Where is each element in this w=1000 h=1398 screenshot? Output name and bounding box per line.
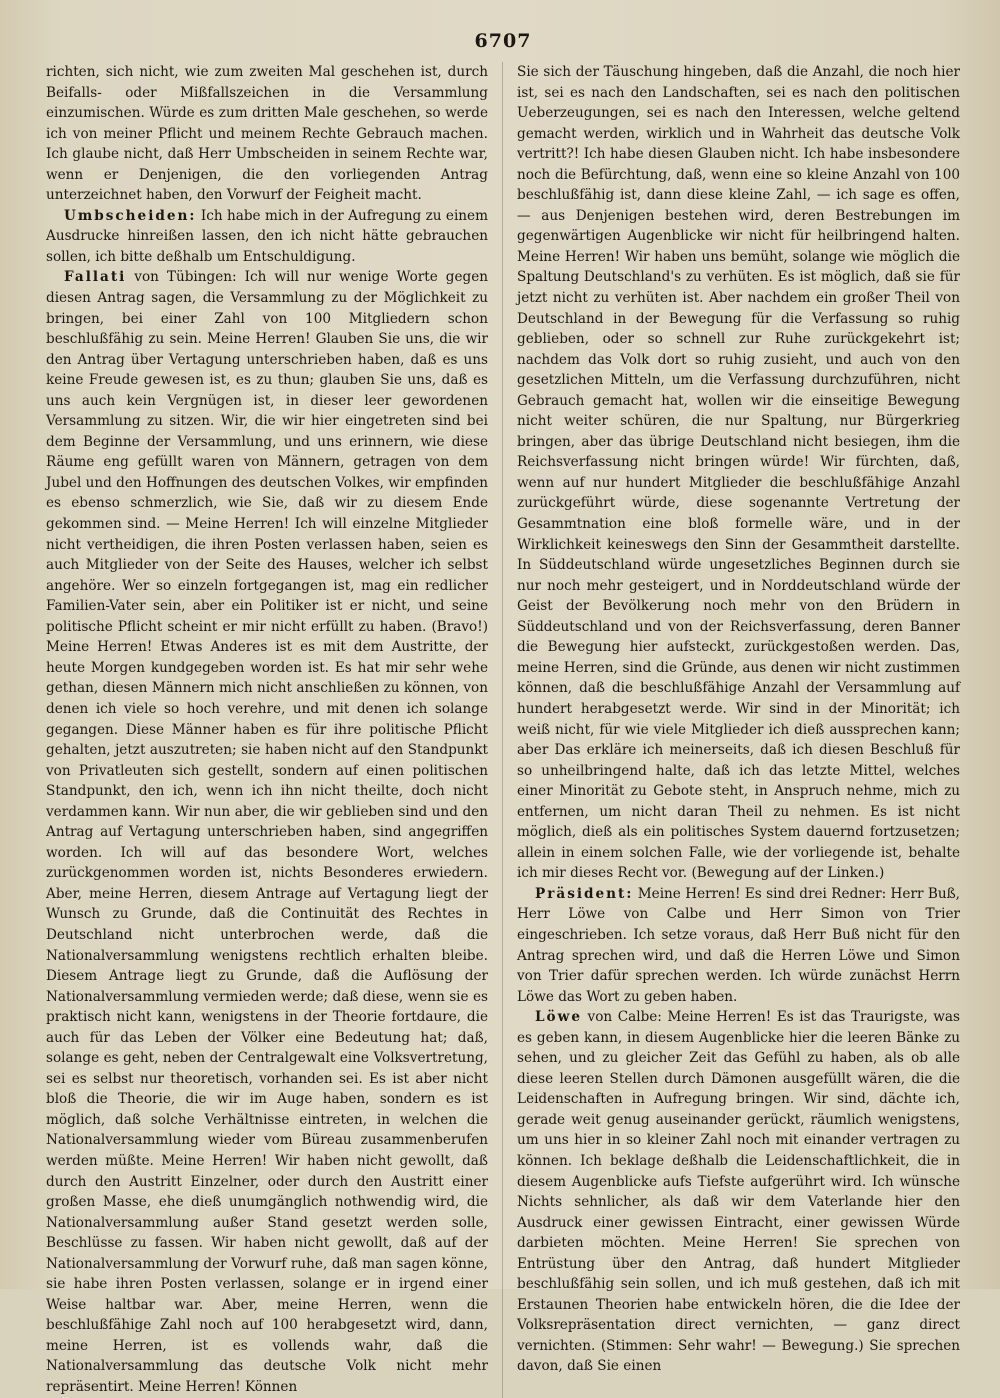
speaker-name: Umbscheiden:: [64, 207, 197, 224]
paragraph-umbscheiden: [46, 206, 488, 268]
speaker-name: Präsident:: [535, 885, 634, 902]
left-column: [46, 62, 503, 1398]
paragraph-text: Sie sich der Täuschung hingeben, daß die Anzahl, die noch hier ist, sei es nach den Landschaften, sei es nach den politischen Ueberzeugungen, sei es nach den Interessen, welche geltend gemacht werden, wirklich und in Wahrheit das deutsche Volk vertritt?! Ich habe diesen Glauben nicht. Ich habe insbesondere noch die Befürchtung, daß, wenn eine so kleine Anzahl von 100 beschlußfähig ist, dann diese kleine Zahl, — ich sage es offen, — aus Denjenigen bestehen wird, deren Bestrebungen im gegenwärtigen Augenblicke wir nicht für heilbringend halten. Meine Herren! Wir haben uns bemüht, solange wie möglich die Spaltung Deutschland's zu verhüten. Es ist möglich, daß sie für jetzt nicht zu verhüten ist. Aber nachdem ein großer Theil von Deutschland in der Bewegung für die Verfassung so ruhig geblieben, oder so schnell zur Ruhe zurückgekehrt ist; nachdem das Volk dort so ruhig zusieht, und auch von den gesetzlichen Mitteln, um die Verfassung durchzuführen, nicht Gebrauch gemacht hat, wollen wir die einseitige Bewegung nicht weiter schüren, die nur Spaltung, nur Bürgerkrieg bringen, aber das übrige Deutschland nicht besiegen, ihm die Reichsverfassung nicht bringen würde! Wir fürchten, daß, wenn auf nur hundert Mitglieder die beschlußfähige Anzahl zurückgeführt würde, diese sogenannte Vertretung der Gesammtnation eine bloß formelle wäre, und in der Wirklichkeit keineswegs den Sinn der Gesammtheit darstellte. In Süddeutschland würde ungesetzliches Beginnen durch sie nur noch mehr gesteigert, und in Norddeutschland würde der Geist der Bevölkerung noch mehr von den Brüdern in Süddeutschland und von der Reichsverfassung, deren Banner die Bewegung hier aufsteckt, zurückgestoßen werden. Das, meine Herren, sind die Gründe, aus denen wir nicht zustimmen können, daß die beschlußfähige Anzahl der Versammlung auf hundert herabgesetzt werde. Wir sind in der Minorität; ich weiß nicht, für wie viele Mitglieder ich dieß aussprechen kann; aber Das erkläre ich meinerseits, daß ich diesen Beschluß für so unheilbringend halte, daß ich das letzte Mittel, welches einer Minorität zu Gebote steht, in Anspruch nehme, mich zu entfernen, um nicht daran Theil zu nehmen. Es ist nicht möglich, dieß als ein politisches System dauernd fortzusetzen; allein in einem solchen Falle, wie der vorliegende ist, behalte ich mir dieses Recht vor. (Bewegung auf der Linken.): [517, 64, 960, 882]
page-number: 6707: [474, 30, 532, 52]
paragraph-praesident: [517, 884, 960, 1007]
paragraph-text: Meine Herren! Es sind drei Redner: Herr Buß, Herr Löwe von Calbe und Herr Simon von Trier eingeschrieben. Ich setze voraus, daß Herr Buß nicht für den Antrag sprechen wird, und daß die Herren Löwe und Simon von Trier dafür sprechen werden. Ich würde zunächst Herrn Löwe das Wort zu geben haben.: [517, 885, 960, 1005]
paragraph-text: richten, sich nicht, wie zum zweiten Mal geschehen ist, durch Beifalls- oder Mißfallszeichen in die Versammlung einzumischen. Würde es zum dritten Male geschehen, so werde ich von meiner Pflicht und meinem Rechte Gebrauch machen. Ich glaube nicht, daß Herr Umbscheiden in seinem Rechte war, wenn er Denjenigen, die den vorliegenden Antrag unterzeichnet haben, den Vorwurf der Feigheit macht.: [46, 64, 488, 204]
text-columns: [46, 62, 960, 1398]
paragraph-loewe: [517, 1007, 960, 1377]
paragraph-fallati: [46, 267, 488, 1397]
paragraph-text: von Calbe: Meine Herren! Es ist das Traurigste, was es geben kann, in diesem Augenblicke hier die leeren Bänke zu sehen, und zu gleicher Zeit das Gefühl zu haben, als ob alle diese leeren Stellen durch Dämonen ausgefüllt wären, die die Leidenschaften in Aufregung bringen. Wir sind, dächte ich, gerade weit genug auseinander gerückt, räumlich wenigstens, um uns hier in so kleiner Zahl noch mit einander vertragen zu können. Ich beklage deßhalb die Leidenschaftlichkeit, die in diesem Augenblicke aufs Tiefste aufgerührt wird. Ich wünsche Nichts sehnlicher, als daß wir dem Vaterlande hier den Ausdruck einer gewissen Eintracht, einer gewissen Würde darbieten möchten. Meine Herren! Sie sprechen von Entrüstung über den Antrag, daß hundert Mitglieder beschlußfähig sein sollen, und ich muß gestehen, daß ich mit Erstaunen Theorien habe entwickeln hören, die die Idee der Volksrepräsentation direct vernichten, — ganz direct vernichten. (Stimmen: Sehr wahr! — Bewegung.) Sie sprechen davon, daß Sie einen: [517, 1009, 960, 1375]
speaker-name: Löwe: [535, 1009, 582, 1026]
paragraph-text: von Tübingen: Ich will nur wenige Worte gegen diesen Antrag sagen, die Versammlung zu der Möglichkeit zu bringen, bei einer Zahl von 100 Mitgliedern schon beschlußfähig zu sein. Meine Herren! Glauben Sie uns, die wir den Antrag über Vertagung unterschrieben haben, daß es uns keine Freude gewesen ist, es zu thun; glauben Sie uns, daß es uns auch kein Vergnügen ist, in dieser leer gewordenen Versammlung zu sitzen. Wir, die wir hier eingetreten sind bei dem Beginne der Versammlung, und uns erinnern, wie diese Räume eng gefüllt waren von Männern, getragen von dem Jubel und den Hoffnungen des deutschen Volkes, wir empfinden es ebenso schmerzlich, wie Sie, daß wir zu diesem Ende gekommen sind. — Meine Herren! Ich will einzelne Mitglieder nicht vertheidigen, die ihren Posten verlassen haben, seien es auch Mitglieder von der Seite des Hauses, welcher ich selbst angehöre. Wer so einzeln fortgegangen ist, mag ein redlicher Familien-Vater sein, aber ein Politiker ist er nicht, und seine politische Pflicht scheint er mir nicht erfüllt zu haben. (Bravo!) Meine Herren! Etwas Anderes ist es mit dem Austritte, der heute Morgen kundgegeben worden ist. Es hat mir sehr wehe gethan, diesen Männern mich nicht anschließen zu können, von denen ich viele so hoch verehre, und mit denen ich solange gegangen. Diese Männer haben es für ihre politische Pflicht gehalten, jetzt auszutreten; sie haben nicht auf den Standpunkt von Privatleuten sich gestellt, sondern auf einen politischen Standpunkt, den ich, wenn ich ihn nicht theilte, doch nicht verdammen kann. Wir nun aber, die wir geblieben sind und den Antrag auf Vertagung unterschrieben haben, sind angegriffen worden. Ich will auf das besondere Wort, welches zurückgenommen worden ist, nichts Besonderes erwiedern. Aber, meine Herren, diesem Antrage auf Vertagung liegt der Wunsch zu Grunde, daß die Continuität des Rechtes in Deutschland nicht unterbrochen werde, daß die Nationalversammlung wenigstens rechtlich erhalten bleibe. Diesem Antrage liegt zu Grunde, daß die Auflösung der Nationalversammlung vermieden werde; daß diese, wenn sie es praktisch nicht kann, wenigstens in der Theorie fortdaure, die auch für das Leben der Völker eine Bedeutung hat; daß, solange es geht, neben der Centralgewalt eine Volksvertretung, sei es selbst nur theoretisch, vorhanden sei. Es ist aber nicht bloß die Theorie, die wir im Auge haben, sondern es ist möglich, daß solche Verhältnisse eintreten, in welchen die Nationalversammlung wieder vom Büreau zusammenberufen werden müßte. Meine Herren! Wir haben nicht gewollt, daß durch den Austritt Einzelner, oder durch den Austritt einer großen Masse, ehe dieß unumgänglich nothwendig wird, die Nationalversammlung außer Stand gesetzt werden solle, Beschlüsse zu fassen. Wir haben nicht gewollt, daß auf der Nationalversammlung der Vorwurf ruhe, daß man sagen könne, sie habe ihren Posten verlassen, solange er in irgend einer Weise haltbar war. Aber, meine Herren, wenn die beschlußfähige Zahl noch auf 100 herabgesetzt wird, dann, meine Herren, ist es vollends wahr, daß die Nationalversammlung das deutsche Volk nicht mehr repräsentirt. Meine Herren! Können: [46, 269, 488, 1395]
speaker-name: Fallati: [64, 269, 127, 286]
paragraph-chair-remark: [46, 62, 488, 206]
paragraph-text: Ich habe mich in der Aufregung zu einem Ausdrucke hinreißen lassen, den ich nicht hätte gebrauchen sollen, ich bitte deßhalb um Entschuldigung.: [46, 207, 488, 265]
paragraph-fallati-continued: [517, 62, 960, 884]
right-column: [517, 62, 960, 1398]
